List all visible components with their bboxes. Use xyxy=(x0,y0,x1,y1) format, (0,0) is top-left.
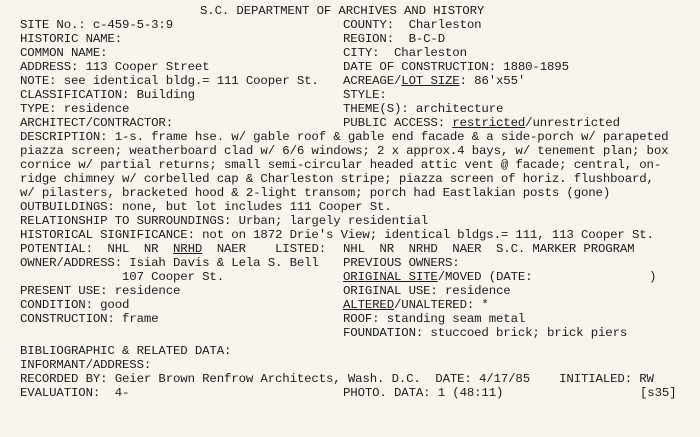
region: REGION: B-C-D xyxy=(343,32,445,46)
description-line: piazza screen; weatherboard clad w/ 6/6 windows; 2 x approx.4 bays, w/ tenement plan; box xyxy=(20,144,669,158)
roof: ROOF: standing seam metal xyxy=(343,312,526,326)
style: STYLE: xyxy=(343,88,387,102)
present-use: PRESENT USE: residence xyxy=(20,284,181,298)
bibliographic-data: BIBLIOGRAPHIC & RELATED DATA: xyxy=(20,344,232,358)
description-line: ridge chimney w/ corbelled cap & Charleston stripe; piazza screen of horiz. flushboard, xyxy=(20,172,654,186)
evaluation: EVALUATION: 4- xyxy=(20,386,130,400)
acreage-lot-size xyxy=(343,74,525,88)
acreage-prefix: ACREAGE/ xyxy=(343,74,402,88)
potential-prefix: POTENTIAL: NHL NR xyxy=(20,242,173,256)
description-line: cornice w/ partial returns; small semi-circular headed attic vent @ facade; central, on- xyxy=(20,158,662,172)
description-line: DESCRIPTION: 1-s. frame hse. w/ gable roof & gable end facade & a side-porch w/ parapeted xyxy=(20,130,669,144)
city: CITY: Charleston xyxy=(343,46,467,60)
original-use: ORIGINAL USE: residence xyxy=(343,284,511,298)
site-number: SITE No.: c-459-5-3:9 xyxy=(20,18,173,32)
type: TYPE: residence xyxy=(20,102,130,116)
reference-code: [s35] xyxy=(640,386,677,400)
listed-options: NHL NR NRHD NAER S.C. MARKER PROGRAM xyxy=(343,242,635,256)
original-site-suffix: /MOVED (DATE: ) xyxy=(437,270,657,284)
potential xyxy=(20,242,326,256)
condition: CONDITION: good xyxy=(20,298,130,312)
altered-underlined: ALTERED xyxy=(343,298,394,312)
relationship-to-surroundings: RELATIONSHIP TO SURROUNDINGS: Urban; largely residential xyxy=(20,214,428,228)
altered-status xyxy=(343,298,489,312)
public-access-suffix: /unrestricted xyxy=(525,116,620,130)
owner-address: OWNER/ADDRESS: Isiah Davis & Lela S. Bell xyxy=(20,256,319,270)
architect-contractor: ARCHITECT/CONTRACTOR: xyxy=(20,116,173,130)
historical-significance: HISTORICAL SIGNIFICANCE: not on 1872 Drie's View; identical bldgs.= 111, 113 Cooper St. xyxy=(20,228,654,242)
lot-size-underlined: LOT SIZE xyxy=(401,74,460,88)
form-title: S.C. DEPARTMENT OF ARCHIVES AND HISTORY xyxy=(200,4,485,18)
original-site xyxy=(343,270,656,284)
acreage-value: : 86'x55' xyxy=(459,74,526,88)
themes: THEME(S): architecture xyxy=(343,102,504,116)
outbuildings: OUTBUILDINGS: none, but lot includes 111 Cooper St. xyxy=(20,200,392,214)
owner-address-line2: 107 Cooper St. xyxy=(20,270,224,284)
construction: CONSTRUCTION: frame xyxy=(20,312,159,326)
common-name: COMMON NAME: xyxy=(20,46,108,60)
altered-suffix: /UNALTERED: * xyxy=(394,298,489,312)
foundation: FOUNDATION: stuccoed brick; brick piers xyxy=(343,326,628,340)
classification: CLASSIFICATION: Building xyxy=(20,88,195,102)
original-site-underlined: ORIGINAL SITE xyxy=(343,270,438,284)
public-access-prefix: PUBLIC ACCESS: xyxy=(343,116,453,130)
date-of-construction: DATE OF CONSTRUCTION: 1880-1895 xyxy=(343,60,569,74)
note: NOTE: see identical bldg.= 111 Cooper St. xyxy=(20,74,319,88)
photo-data: PHOTO. DATA: 1 (48:11) xyxy=(343,386,504,400)
public-access xyxy=(343,116,620,130)
potential-nrhd: NRHD xyxy=(173,242,203,256)
county: COUNTY: Charleston xyxy=(343,18,482,32)
historic-name: HISTORIC NAME: xyxy=(20,32,122,46)
recorded-by: RECORDED BY: Geier Brown Renfrow Architects, Wash. D.C. DATE: 4/17/85 INITIALED: RW xyxy=(20,372,654,386)
informant-address: INFORMANT/ADDRESS: xyxy=(20,358,152,372)
previous-owners: PREVIOUS OWNERS: xyxy=(343,256,460,270)
public-access-restricted: restricted xyxy=(452,116,526,130)
description-line: w/ pilasters, bracketed hood & 2-light transom; porch had Eastlakian posts (gone) xyxy=(20,186,611,200)
address: ADDRESS: 113 Cooper Street xyxy=(20,60,210,74)
potential-suffix: NAER LISTED: xyxy=(202,242,327,256)
